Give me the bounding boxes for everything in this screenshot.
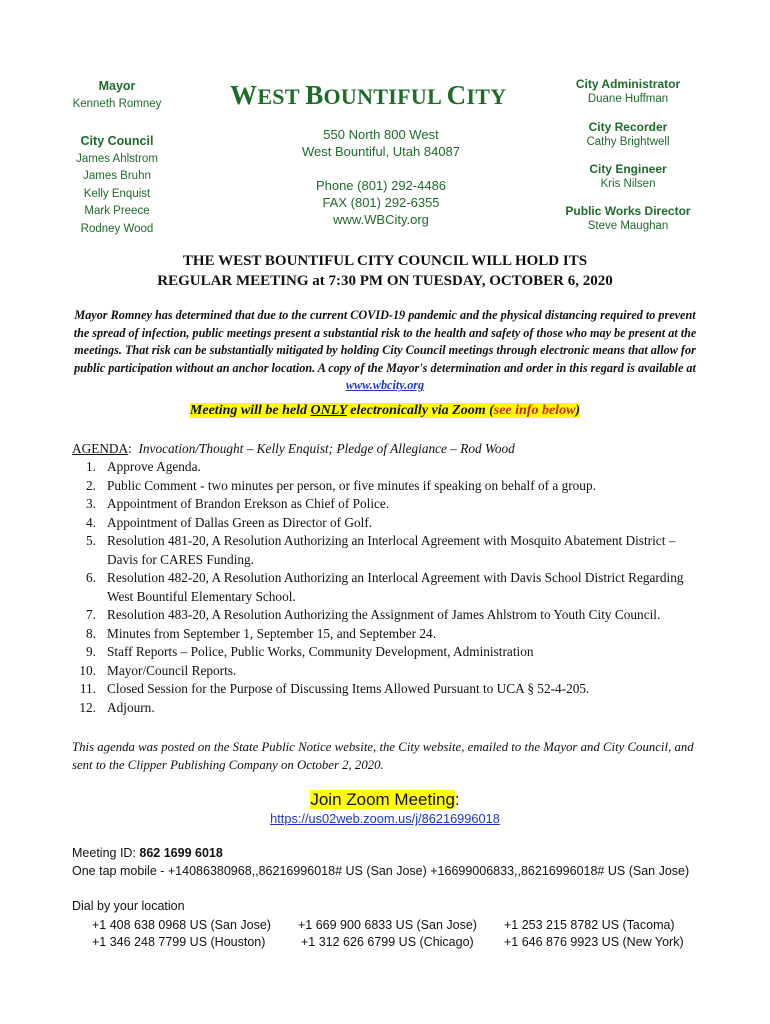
posting-notice: This agenda was posted on the State Public Notice website, the City website, emailed to the Mayor and City Council, and sent to the Clipper Publishing Company on October 2, 2020. (72, 740, 694, 772)
dial-number: +1 346 248 7799 US (Houston) (92, 935, 266, 949)
headline-line-1: THE WEST BOUNTIFUL CITY COUNCIL WILL HOLD ITS (182, 253, 588, 269)
meeting-headline (70, 251, 700, 291)
list-item: 6. Resolution 482-20, A Resolution Authorizing an Interlocal Agreement with Davis School District Regarding West Bountiful Elementary School. (86, 570, 684, 604)
agenda-list (72, 458, 702, 717)
mayor-heading: Mayor (98, 79, 136, 93)
see-info-below: see info below (493, 403, 576, 418)
dial-number: +1 253 215 8782 US (Tacoma) (504, 918, 675, 932)
agenda-heading: AGENDA: Invocation/Thought – Kelly Enquist; Pledge of Allegiance – Rod Wood (72, 441, 515, 456)
fax-number: FAX (801) 292-6355 (322, 195, 440, 210)
list-item: 2. Public Comment - two minutes per person, or five minutes if speaking on behalf of a group. (86, 477, 596, 493)
city-title: WEST BOUNTIFUL CITY (230, 80, 507, 110)
address-street: 550 North 800 West (323, 127, 439, 142)
phone-number: Phone (801) 292-4486 (315, 178, 447, 193)
list-item: 9. Staff Reports – Police, Public Works, Community Development, Administration (86, 644, 534, 659)
dial-number: +1 646 876 9923 US (New York) (504, 935, 684, 949)
engineer-heading: City Engineer (589, 162, 667, 176)
public-works-block (555, 204, 701, 234)
zoom-only-text: Meeting will be held ONLY electronically via Zoom (see info below) (189, 403, 581, 418)
city-contact (270, 177, 492, 228)
list-item: 8. Minutes from September 1, September 15, and September 24. (86, 625, 437, 641)
city-website: www.WBCity.org (333, 212, 429, 227)
list-item: 12. Adjourn. (79, 699, 155, 715)
dial-number: +1 408 638 0968 US (San Jose) (92, 918, 271, 932)
engineer-block (555, 162, 701, 192)
list-item: 1. Approve Agenda. (86, 459, 201, 474)
agenda-intro: Invocation/Thought – Kelly Enquist; Pledge of Allegiance – Rod Wood (138, 441, 515, 456)
zoom-meeting-link[interactable]: https://us02web.zoom.us/j/86216996018 (270, 811, 500, 826)
list-item: 10. Mayor/Council Reports. (79, 662, 237, 678)
public-works-name: Steve Maughan (587, 220, 669, 232)
council-block (62, 133, 172, 238)
join-zoom-label: Join Zoom Meeting (310, 790, 455, 809)
recorder-heading: City Recorder (588, 120, 668, 134)
list-item: 5. Resolution 481-20, A Resolution Authorizing an Interlocal Agreement with Mosquito Abatement District – Davis for CARES Funding. (86, 533, 676, 567)
dial-by-location-label: Dial by your location (72, 899, 185, 913)
admin-block (555, 77, 701, 107)
recorder-name: Cathy Brightwell (586, 136, 670, 148)
list-item: 11. Closed Session for the Purpose of Discussing Items Allowed Pursuant to UCA § 52-4-205. (79, 681, 590, 696)
agenda-label: AGENDA (72, 441, 129, 456)
wbcity-link[interactable]: www.wbcity.org (345, 378, 425, 393)
admin-heading: City Administrator (575, 77, 681, 91)
city-address (270, 126, 492, 160)
recorder-block (555, 120, 701, 150)
headline-line-2: REGULAR MEETING at 7:30 PM ON TUESDAY, OCTOBER 6, 2020 (157, 273, 613, 289)
mayor-name: Kenneth Romney (72, 97, 162, 110)
council-member: James Bruhn (83, 170, 151, 182)
council-member: Kelly Enquist (83, 187, 151, 200)
council-heading: City Council (80, 134, 154, 148)
council-member: James Ahlstrom (76, 152, 158, 165)
engineer-name: Kris Nilsen (600, 178, 656, 190)
list-item: 3. Appointment of Brandon Erekson as Chief of Police. (86, 496, 390, 511)
meeting-id-label: Meeting ID: (72, 846, 140, 860)
zoom-url-row (70, 811, 700, 826)
meeting-id-row (72, 846, 223, 860)
dial-number: +1 312 626 6799 US (Chicago) (301, 935, 474, 949)
council-member: Mark Preece (84, 205, 150, 217)
notice-text: Mayor Romney has determined that due to the current COVID-19 pandemic and the physical distancing required to prevent the spread of infection, public meetings present a substantial risk to the health and safety of those who may be present at the meetings. That risk can be substantially mitigated by holding City Council meetings through electronic means that allow for public participation without an anchor location. A copy of the Mayor's determination and order in this regard is available at (73, 308, 697, 375)
dial-number: +1 669 900 6833 US (San Jose) (298, 918, 477, 932)
address-city: West Bountiful, Utah 84087 (301, 144, 461, 159)
admin-name: Duane Huffman (587, 93, 669, 105)
covid-notice (70, 307, 700, 395)
list-item: 4. Appointment of Dallas Green as Director of Golf. (86, 514, 373, 530)
one-tap-mobile: One tap mobile - +14086380968,,86216996018# US (San Jose) +16699006833,,86216996018# US (San Jose) (72, 864, 690, 878)
public-works-heading: Public Works Director (565, 204, 691, 218)
meeting-id-value: 862 1699 6018 (139, 846, 223, 860)
mayor-block (62, 78, 172, 113)
list-item: 7. Resolution 483-20, A Resolution Authorizing the Assignment of James Ahlstrom to Youth City Council. (86, 607, 661, 622)
council-member: Rodney Wood (80, 222, 154, 235)
join-zoom-heading: Join Zoom Meeting: (310, 790, 460, 809)
zoom-only-notice (70, 403, 700, 419)
